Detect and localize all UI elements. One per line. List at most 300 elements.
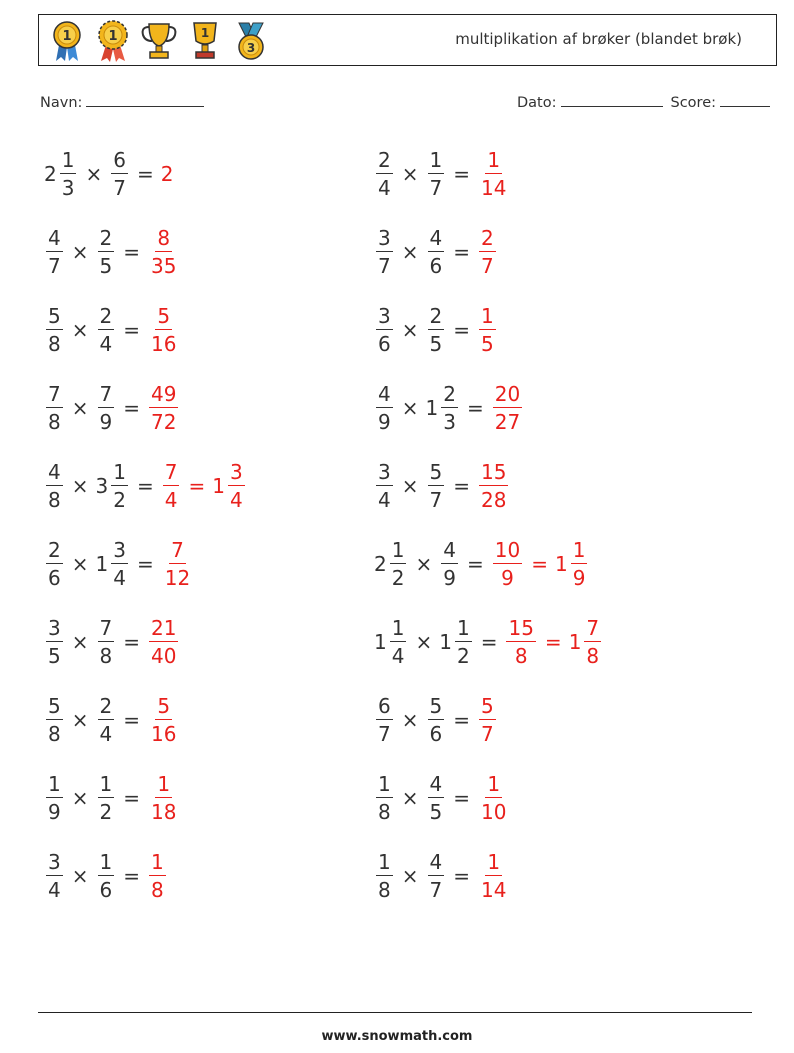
equals-sign: = bbox=[123, 240, 140, 264]
denominator: 6 bbox=[429, 722, 443, 746]
denominator: 7 bbox=[429, 488, 443, 512]
fraction bbox=[428, 852, 445, 900]
equals-sign: = bbox=[453, 162, 470, 186]
answer bbox=[477, 774, 510, 822]
numerator: 1 bbox=[487, 850, 501, 874]
date-blank[interactable] bbox=[561, 92, 663, 107]
numerator: 2 bbox=[429, 304, 443, 328]
date-field bbox=[517, 92, 663, 111]
whole-number: 1 bbox=[374, 630, 387, 654]
equals-sign: = bbox=[123, 630, 140, 654]
denominator: 2 bbox=[391, 566, 405, 590]
numerator: 10 bbox=[494, 538, 521, 562]
problem-14 bbox=[374, 612, 603, 672]
fraction bbox=[46, 540, 63, 588]
denominator: 8 bbox=[378, 800, 391, 824]
operand-b bbox=[426, 462, 447, 510]
operand-a bbox=[44, 228, 65, 276]
problem-12 bbox=[374, 534, 589, 594]
problem-13 bbox=[44, 612, 180, 672]
fraction bbox=[376, 696, 393, 744]
whole-number: 2 bbox=[374, 552, 387, 576]
date-score-fields bbox=[517, 92, 770, 111]
operand-a bbox=[374, 384, 395, 432]
name-field bbox=[40, 92, 204, 111]
denominator: 5 bbox=[48, 644, 61, 668]
denominator: 2 bbox=[113, 488, 126, 512]
numerator: 5 bbox=[157, 304, 171, 328]
operand-b bbox=[96, 384, 117, 432]
equals-sign: = bbox=[466, 552, 484, 576]
fraction bbox=[376, 306, 393, 354]
fraction bbox=[163, 462, 180, 510]
numerator: 7 bbox=[171, 538, 184, 562]
numerator: 20 bbox=[494, 382, 521, 406]
name-blank[interactable] bbox=[86, 92, 204, 107]
numerator: 1 bbox=[456, 616, 470, 640]
svg-text:1: 1 bbox=[62, 29, 72, 44]
problem-15 bbox=[44, 690, 180, 750]
cup-1-icon bbox=[185, 19, 225, 63]
denominator: 4 bbox=[378, 488, 391, 512]
times-sign: × bbox=[71, 552, 89, 576]
fraction bbox=[493, 540, 522, 588]
worksheet-title: multiplikation af brøker (blandet brøk) bbox=[455, 30, 742, 48]
fraction bbox=[428, 306, 445, 354]
whole-number: 1 bbox=[425, 396, 439, 420]
numerator: 1 bbox=[572, 538, 586, 562]
fraction bbox=[479, 306, 496, 354]
numerator: 2 bbox=[99, 226, 113, 250]
numerator: 2 bbox=[48, 538, 61, 562]
fraction bbox=[149, 618, 178, 666]
answer-value bbox=[161, 540, 194, 588]
operand-b bbox=[439, 540, 460, 588]
numerator: 4 bbox=[429, 226, 443, 250]
equals-sign: = bbox=[123, 708, 140, 732]
operand-a bbox=[374, 540, 408, 588]
numerator: 1 bbox=[487, 772, 501, 796]
equals-sign: = bbox=[123, 396, 140, 420]
numerator: 1 bbox=[391, 538, 405, 562]
answer-value bbox=[477, 150, 510, 198]
operand-b bbox=[96, 696, 117, 744]
fraction bbox=[376, 774, 393, 822]
denominator: 72 bbox=[151, 410, 177, 434]
fraction bbox=[149, 696, 178, 744]
numerator: 15 bbox=[508, 616, 534, 640]
times-sign: × bbox=[401, 474, 419, 498]
equals-sign: = bbox=[466, 396, 484, 420]
numerator: 3 bbox=[48, 616, 61, 640]
denominator: 35 bbox=[151, 254, 177, 278]
answer-value bbox=[555, 540, 589, 588]
numerator: 5 bbox=[429, 694, 443, 718]
operand-a bbox=[44, 384, 65, 432]
whole-number: 1 bbox=[95, 552, 109, 576]
numerator: 6 bbox=[113, 148, 126, 172]
denominator: 7 bbox=[429, 878, 443, 902]
operand-a bbox=[374, 306, 395, 354]
times-sign: × bbox=[71, 630, 89, 654]
denominator: 8 bbox=[378, 878, 391, 902]
numerator: 3 bbox=[378, 304, 391, 328]
answer-value bbox=[147, 774, 180, 822]
equals-sign: = bbox=[453, 708, 470, 732]
numerator: 21 bbox=[151, 616, 177, 640]
answer-value bbox=[477, 462, 510, 510]
answer bbox=[147, 852, 168, 900]
fraction bbox=[149, 384, 178, 432]
answer bbox=[504, 618, 603, 666]
answer-value bbox=[491, 384, 524, 432]
answer bbox=[147, 696, 180, 744]
fraction bbox=[441, 540, 458, 588]
denominator: 6 bbox=[378, 332, 391, 356]
denominator: 5 bbox=[99, 254, 113, 278]
numerator: 1 bbox=[113, 460, 126, 484]
numerator: 2 bbox=[481, 226, 494, 250]
equals-sign: = bbox=[136, 474, 154, 498]
fraction bbox=[228, 462, 245, 510]
numerator: 5 bbox=[429, 460, 443, 484]
fraction bbox=[584, 618, 601, 666]
answer-value bbox=[477, 306, 498, 354]
times-sign: × bbox=[71, 318, 89, 342]
whole-number: 3 bbox=[95, 474, 109, 498]
answer-value bbox=[477, 696, 498, 744]
answer bbox=[477, 462, 510, 510]
fraction bbox=[479, 228, 496, 276]
times-sign: × bbox=[71, 786, 89, 810]
denominator: 9 bbox=[572, 566, 586, 590]
fraction bbox=[46, 618, 63, 666]
problem-11 bbox=[44, 534, 194, 594]
medal-1-icon bbox=[47, 19, 87, 63]
fraction bbox=[98, 852, 115, 900]
operand-b bbox=[426, 774, 447, 822]
problem-7 bbox=[44, 378, 180, 438]
problem-6 bbox=[374, 300, 498, 360]
operand-b bbox=[426, 852, 447, 900]
header-box bbox=[38, 14, 777, 66]
whole-number: 2 bbox=[44, 162, 57, 186]
denominator: 5 bbox=[429, 800, 443, 824]
denominator: 4 bbox=[99, 332, 113, 356]
answer-value bbox=[161, 162, 175, 186]
whole-number: 1 bbox=[568, 630, 582, 654]
fraction bbox=[428, 150, 445, 198]
denominator: 4 bbox=[229, 488, 243, 512]
fraction bbox=[111, 540, 128, 588]
numerator: 5 bbox=[48, 304, 61, 328]
rosette-1-icon bbox=[93, 19, 133, 63]
numerator: 3 bbox=[378, 226, 391, 250]
fraction bbox=[149, 852, 166, 900]
operand-b bbox=[426, 696, 447, 744]
denominator: 8 bbox=[99, 644, 113, 668]
numerator: 8 bbox=[157, 226, 171, 250]
problem-2 bbox=[374, 144, 510, 204]
times-sign: × bbox=[401, 240, 419, 264]
denominator: 8 bbox=[48, 488, 61, 512]
fraction bbox=[390, 540, 407, 588]
denominator: 8 bbox=[48, 332, 61, 356]
operand-a bbox=[374, 696, 395, 744]
answer-value bbox=[147, 228, 180, 276]
trophy-icon bbox=[139, 19, 179, 63]
times-sign: × bbox=[401, 864, 419, 888]
numerator: 4 bbox=[429, 772, 443, 796]
denominator: 9 bbox=[48, 800, 61, 824]
times-sign: × bbox=[71, 396, 89, 420]
denominator: 16 bbox=[151, 722, 177, 746]
numerator: 2 bbox=[99, 304, 113, 328]
score-blank[interactable] bbox=[720, 92, 770, 107]
fraction bbox=[60, 150, 77, 198]
fraction bbox=[98, 774, 115, 822]
operand-b bbox=[96, 462, 130, 510]
operand-a bbox=[44, 696, 65, 744]
svg-text:1: 1 bbox=[108, 29, 118, 44]
denominator: 6 bbox=[429, 254, 443, 278]
operand-b bbox=[96, 228, 117, 276]
numerator: 3 bbox=[378, 460, 391, 484]
denominator: 4 bbox=[378, 176, 391, 200]
numerator: 15 bbox=[481, 460, 507, 484]
operand-a bbox=[374, 462, 395, 510]
numerator: 1 bbox=[157, 772, 171, 796]
operand-b bbox=[426, 228, 447, 276]
problem-5 bbox=[44, 300, 180, 360]
denominator: 4 bbox=[391, 644, 405, 668]
whole-number: 2 bbox=[160, 162, 174, 186]
fraction bbox=[493, 384, 522, 432]
fraction bbox=[46, 696, 63, 744]
numerator: 3 bbox=[113, 538, 126, 562]
operand-b bbox=[96, 852, 117, 900]
operand-a bbox=[44, 306, 65, 354]
fraction bbox=[149, 228, 178, 276]
equals-sign: = bbox=[480, 630, 498, 654]
answer-value bbox=[147, 696, 180, 744]
denominator: 3 bbox=[443, 410, 456, 434]
fraction bbox=[46, 774, 63, 822]
numerator: 1 bbox=[481, 304, 494, 328]
operand-a bbox=[44, 150, 78, 198]
denominator: 3 bbox=[61, 176, 75, 200]
answer bbox=[161, 162, 175, 186]
denominator: 4 bbox=[164, 488, 178, 512]
denominator: 7 bbox=[429, 176, 443, 200]
fraction bbox=[46, 462, 63, 510]
denominator: 7 bbox=[481, 722, 494, 746]
answer bbox=[147, 618, 180, 666]
times-sign: × bbox=[85, 162, 103, 186]
denominator: 7 bbox=[378, 722, 391, 746]
operand-b bbox=[96, 540, 130, 588]
fraction bbox=[46, 228, 63, 276]
denominator: 14 bbox=[481, 878, 507, 902]
answer-value bbox=[147, 384, 180, 432]
answer bbox=[477, 306, 498, 354]
answer-value bbox=[491, 540, 524, 588]
answer bbox=[147, 384, 180, 432]
date-label: Dato: bbox=[517, 95, 557, 111]
numerator: 6 bbox=[378, 694, 391, 718]
numerator: 4 bbox=[378, 382, 391, 406]
numerator: 5 bbox=[48, 694, 61, 718]
denominator: 4 bbox=[99, 722, 113, 746]
numerator: 7 bbox=[99, 382, 113, 406]
operand-b bbox=[439, 618, 473, 666]
numerator: 1 bbox=[48, 772, 61, 796]
fraction bbox=[163, 540, 192, 588]
svg-text:3: 3 bbox=[246, 41, 256, 55]
fraction bbox=[428, 228, 445, 276]
times-sign: × bbox=[415, 630, 433, 654]
numerator: 7 bbox=[164, 460, 178, 484]
equals-sign: = bbox=[123, 786, 140, 810]
problem-18 bbox=[374, 768, 510, 828]
equals-sign: = bbox=[123, 864, 140, 888]
denominator: 6 bbox=[99, 878, 113, 902]
operand-b bbox=[426, 150, 447, 198]
fraction bbox=[479, 696, 496, 744]
denominator: 14 bbox=[481, 176, 507, 200]
answer bbox=[477, 228, 498, 276]
fraction bbox=[98, 384, 115, 432]
fraction bbox=[571, 540, 588, 588]
answer-value bbox=[477, 852, 510, 900]
equals-sign: = bbox=[453, 240, 470, 264]
answer bbox=[477, 696, 498, 744]
name-label: Navn: bbox=[40, 95, 83, 111]
answer bbox=[491, 540, 590, 588]
svg-text:1: 1 bbox=[200, 26, 210, 40]
whole-number: 1 bbox=[554, 552, 568, 576]
fraction bbox=[46, 384, 63, 432]
numerator: 1 bbox=[151, 850, 164, 874]
answer-value bbox=[477, 228, 498, 276]
denominator: 4 bbox=[48, 878, 61, 902]
denominator: 9 bbox=[501, 566, 514, 590]
equals-sign: = bbox=[453, 786, 470, 810]
fraction bbox=[98, 696, 115, 744]
answer bbox=[491, 384, 524, 432]
fraction bbox=[479, 462, 508, 510]
times-sign: × bbox=[401, 162, 419, 186]
fraction bbox=[428, 774, 445, 822]
numerator: 3 bbox=[229, 460, 243, 484]
numerator: 2 bbox=[443, 382, 456, 406]
denominator: 2 bbox=[99, 800, 113, 824]
fraction bbox=[479, 150, 508, 198]
numerator: 2 bbox=[99, 694, 113, 718]
fraction bbox=[98, 618, 115, 666]
times-sign: × bbox=[401, 318, 419, 342]
numerator: 7 bbox=[48, 382, 61, 406]
operand-b bbox=[426, 384, 460, 432]
fraction bbox=[111, 150, 128, 198]
numerator: 5 bbox=[157, 694, 171, 718]
score-label: Score: bbox=[670, 95, 716, 111]
numerator: 5 bbox=[481, 694, 494, 718]
equals-sign: = bbox=[188, 474, 206, 498]
numerator: 4 bbox=[48, 460, 61, 484]
numerator: 49 bbox=[151, 382, 177, 406]
fraction bbox=[506, 618, 535, 666]
problem-10 bbox=[374, 456, 510, 516]
answer bbox=[477, 150, 510, 198]
numerator: 1 bbox=[99, 850, 113, 874]
whole-number: 1 bbox=[439, 630, 452, 654]
answer-value bbox=[161, 462, 182, 510]
denominator: 8 bbox=[586, 644, 600, 668]
numerator: 4 bbox=[443, 538, 456, 562]
equals-sign: = bbox=[544, 630, 562, 654]
fraction bbox=[428, 462, 445, 510]
numerator: 1 bbox=[378, 850, 391, 874]
footer-url: www.snowmath.com bbox=[321, 1029, 473, 1044]
fraction bbox=[390, 618, 407, 666]
whole-number: 1 bbox=[212, 474, 225, 498]
numerator: 1 bbox=[378, 772, 391, 796]
answer bbox=[161, 540, 194, 588]
answer-value bbox=[477, 774, 510, 822]
times-sign: × bbox=[71, 240, 89, 264]
fraction bbox=[376, 384, 393, 432]
numerator: 7 bbox=[586, 616, 600, 640]
problem-16 bbox=[374, 690, 498, 750]
denominator: 5 bbox=[429, 332, 443, 356]
operand-b bbox=[109, 150, 130, 198]
answer-value bbox=[504, 618, 537, 666]
numerator: 4 bbox=[48, 226, 61, 250]
denominator: 9 bbox=[443, 566, 456, 590]
numerator: 1 bbox=[429, 148, 443, 172]
answer-value bbox=[147, 618, 180, 666]
answer bbox=[161, 462, 247, 510]
operand-a bbox=[44, 540, 65, 588]
problem-8 bbox=[374, 378, 524, 438]
times-sign: × bbox=[415, 552, 433, 576]
problem-9 bbox=[44, 456, 247, 516]
fraction bbox=[376, 462, 393, 510]
answer bbox=[147, 774, 180, 822]
denominator: 9 bbox=[99, 410, 113, 434]
operand-b bbox=[96, 306, 117, 354]
equals-sign: = bbox=[136, 552, 154, 576]
fraction bbox=[441, 384, 458, 432]
numerator: 1 bbox=[61, 148, 75, 172]
fraction bbox=[98, 306, 115, 354]
equals-sign: = bbox=[453, 864, 470, 888]
problem-4 bbox=[374, 222, 498, 282]
answer-value bbox=[147, 852, 168, 900]
equals-sign: = bbox=[531, 552, 548, 576]
answer bbox=[147, 306, 180, 354]
medal-row bbox=[47, 19, 271, 63]
times-sign: × bbox=[401, 786, 419, 810]
denominator: 8 bbox=[48, 410, 61, 434]
fraction bbox=[455, 618, 472, 666]
answer-value bbox=[212, 462, 246, 510]
numerator: 3 bbox=[48, 850, 61, 874]
numerator: 2 bbox=[378, 148, 391, 172]
fraction bbox=[46, 852, 63, 900]
numerator: 1 bbox=[487, 148, 501, 172]
